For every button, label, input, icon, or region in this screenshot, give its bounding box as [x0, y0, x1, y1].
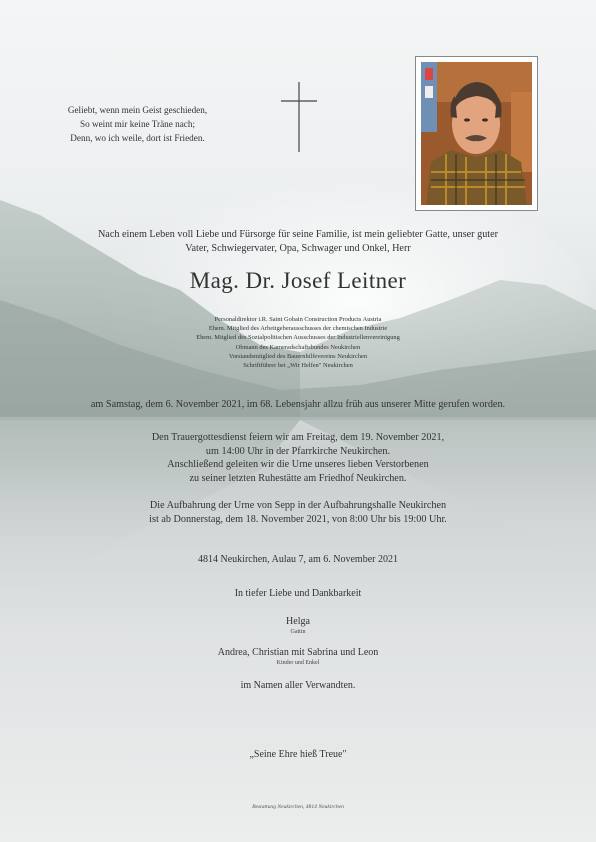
viewing-info [0, 499, 596, 526]
footer-credit: Bestattung Neukirchen, 4814 Neukirchen [252, 804, 344, 810]
title-line: Vorstandsmitglied des Bauernhilfevereins Neukirchen [228, 352, 368, 360]
funeral-line: um 14:00 Uhr in der Pfarrkirche Neukirchen. [205, 445, 391, 457]
intro-line: Nach einem Leben voll Liebe und Fürsorge für seine Familie, ist mein geliebter Gatte, unser guter [97, 229, 499, 240]
title-line: Schriftführer bei „Wir Helfen" Neukirchen [243, 362, 353, 370]
title-line: Ehem. Mitglied des Sozialpolitischen Ausschusses der Industriellenvereinigung [196, 334, 400, 342]
spouse-role: Gattin [290, 629, 306, 635]
children-names: Andrea, Christian mit Sabrina und Leon [217, 647, 379, 658]
poem-line: Geliebt, wenn mein Geist geschieden, [67, 105, 208, 115]
funeral-line: Anschließend geleiten wir die Urne unseres lieben Verstorbenen [167, 459, 429, 470]
children-role: Kinder und Enkel [276, 660, 320, 666]
title-line: Personaldirektor i.R. Saint Gobain Construction Products Austria [214, 316, 382, 323]
poem-line: Denn, wo ich weile, dort ist Frieden. [70, 132, 205, 143]
poem [50, 104, 225, 145]
funeral-line: Den Trauergottesdienst feiern wir am Freitag, dem 19. November 2021, [151, 432, 445, 443]
portrait-frame [415, 56, 538, 211]
intro-text [0, 228, 596, 256]
cross-icon [281, 82, 317, 152]
thanks-line: In tiefer Liebe und Dankbarkeit [234, 588, 362, 599]
funeral-line: zu seiner letzten Ruhestätte am Friedhof Neukirchen. [189, 472, 407, 484]
viewing-line: Die Aufbahrung der Urne von Sepp in der Aufbahrungshalle Neukirchen [149, 500, 447, 511]
motto: „Seine Ehre hieß Treue" [249, 749, 347, 760]
viewing-line: ist ab Donnerstag, dem 18. November 2021, von 8:00 Uhr bis 19:00 Uhr. [149, 513, 447, 525]
title-line: Obmann des Kameradschaftsbundes Neukirchen [235, 343, 361, 351]
titles-list [0, 315, 596, 370]
relatives-line: im Namen aller Verwandten. [240, 680, 356, 691]
funeral-info [0, 431, 596, 485]
poem-line: So weint mir keine Träne nach; [79, 118, 196, 129]
death-notice: am Samstag, dem 6. November 2021, im 68. Lebensjahr allzu früh aus unserer Mitte gerufen worden. [90, 399, 506, 410]
deceased-name: Mag. Dr. Josef Leitner [189, 268, 407, 293]
intro-line: Vater, Schwiegervater, Opa, Schwager und Onkel, Herr [185, 243, 411, 254]
portrait-photo [421, 62, 532, 205]
place-date: 4814 Neukirchen, Aulau 7, am 6. November 2021 [198, 554, 398, 565]
title-line: Ehem. Mitglied des Arbeitgeberausschusses der chemischen Industrie [208, 325, 388, 333]
spouse-name: Helga [286, 616, 310, 627]
